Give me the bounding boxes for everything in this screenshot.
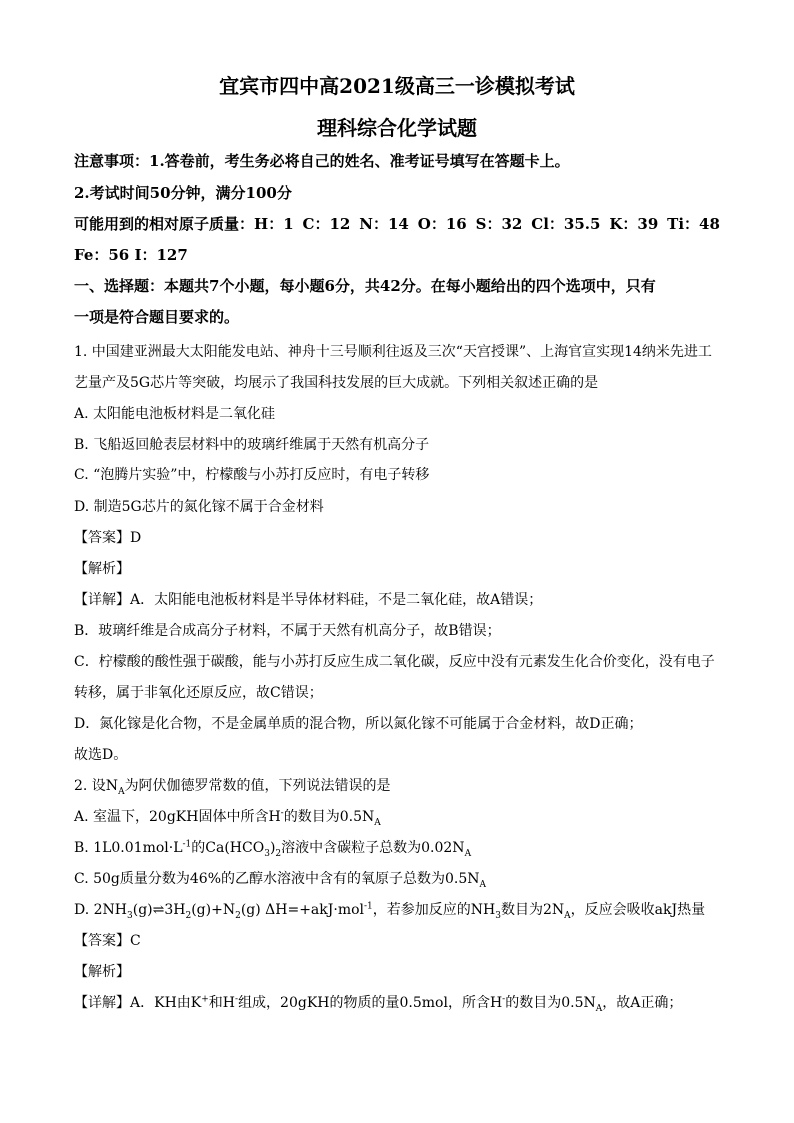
atomic-mass-item: N：14 (359, 215, 409, 233)
q1-detail-line-5: D．氮化镓是化合物，不是金属单质的混合物，所以氮化镓不可能属于合金材料，故D正确； (74, 716, 643, 732)
q1-detail-line-6: 故选D。 (74, 747, 128, 763)
atomic-mass-item: K：39 (609, 215, 659, 233)
q1-option-b: B. 飞船返回舱表层材料中的玻璃纤维属于天然有机高分子 (74, 437, 430, 453)
q1-detail-line-2: B．玻璃纤维是合成高分子材料，不属于天然有机高分子，故B错误； (74, 623, 501, 639)
atomic-masses-line (74, 213, 720, 234)
exam-subtitle: 理科综合化学试题 (317, 116, 477, 140)
q1-stem-line-2: 艺量产及5G芯片等突破，均展示了我国科技发展的巨大成就。下列相关叙述正确的是 (74, 375, 599, 391)
atomic-mass-item: Cl：35.5 (531, 215, 601, 233)
q1-detail-line-1: 【详解】A．太阳能电池板材料是半导体材料硅，不是二氧化硅，故A错误； (74, 592, 543, 608)
q2-option-a: A. 室温下，20gKH固体中所含H-的数目为$0.5N_A$ (74, 808, 381, 828)
q1-option-c: C. “泡腾片实验”中，柠檬酸与小苏打反应时，有电子转移 (74, 467, 430, 483)
atomic-masses-label: 可能用到的相对原子质量：H：1 (74, 215, 294, 233)
notice-line-2: 2.考试时间50分钟，满分100分 (74, 184, 292, 202)
q1-option-d: D. 制造5G芯片的氮化镓不属于合金材料 (74, 499, 324, 515)
notice-line-1: 注意事项：1.答卷前，考生务必将自己的姓名、准考证号填写在答题卡上。 (74, 152, 570, 170)
q1-detail-line-4: 转移，属于非氧化还原反应，故C错误； (74, 685, 323, 701)
q2-detail-line-1: 【详解】A．KH由K+和H-组成，20gKH的物质的量0.5mol，所含H-的数目为$0.5N_A$，故A正确； (74, 994, 683, 1014)
atomic-mass-item: O：16 (417, 215, 467, 233)
exam-title: 宜宾市四中高2021级高三一诊模拟考试 (219, 74, 575, 98)
q2-answer: 【答案】C (74, 933, 141, 949)
section-heading-line-2: 一项是符合题目要求的。 (74, 308, 240, 326)
q2-stem: 2. 设$N_A$为阿伏伽德罗常数的值，下列说法错误的是 (74, 778, 391, 797)
q1-answer: 【答案】D (74, 530, 142, 546)
q1-stem-line-1: 1. 中国建亚洲最大太阳能发电站、神舟十三号顺利往返及三次“天宫授课”、上海官宣实现14纳米先进工 (74, 344, 712, 360)
q2-option-b: B. $1L0.01mol\cdot L^{-1}$的$Ca(HCO_3)_2$溶液中含碳粒子总数为$0.02N_A$ (74, 839, 472, 859)
q2-analysis-label: 【解析】 (74, 964, 130, 980)
q1-analysis-label: 【解析】 (74, 561, 130, 577)
q1-detail-line-3: C．柠檬酸的酸性强于碳酸，能与小苏打反应生成二氧化碳，反应中没有元素发生化合价变化，没有电子 (74, 654, 715, 670)
q2-option-c: C. 50g质量分数为46%的乙醇水溶液中含有的氧原子总数为$0.5N_A$ (74, 871, 487, 890)
atomic-mass-item: C：12 (302, 215, 351, 233)
atomic-masses-line-2: Fe：56 I：127 (74, 246, 188, 264)
q1-option-a: A. 太阳能电池板材料是二氧化硅 (74, 406, 276, 422)
section-heading-line-1: 一、选择题：本题共7个小题，每小题6分，共42分。在每小题给出的四个选项中，只有 (74, 277, 656, 295)
atomic-mass-item: S：32 (475, 215, 523, 233)
atomic-mass-item: Ti：48 (667, 215, 720, 233)
q2-option-d: D. $2NH_3(g)\rightleftharpoons 3H_2(g)+N_2(g)$ ΔH=+akJ·mol$^{-1}$，若参加反应的$NH_3$数目为$2N_A$，反应会吸收akJ热量 (74, 901, 706, 921)
